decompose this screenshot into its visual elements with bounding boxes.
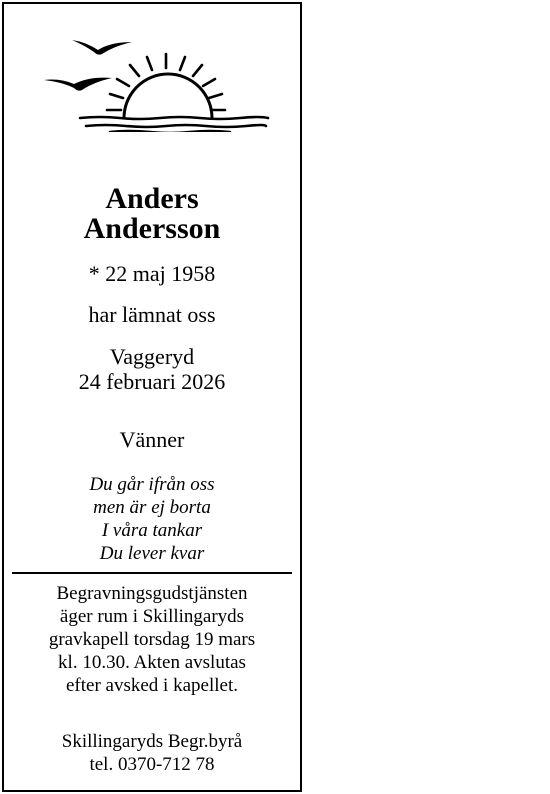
verse-line: Du går ifrån oss — [89, 474, 215, 495]
divider — [12, 572, 292, 574]
place-and-date — [4, 344, 300, 394]
funeral-home-phone: tel. 0370-712 78 — [89, 754, 215, 775]
funeral-home — [4, 730, 300, 776]
verse-line: men är ej borta — [93, 497, 211, 518]
service-line: gravkapell torsdag 19 mars — [48, 629, 256, 650]
date-of-death: 24 februari 2026 — [78, 369, 226, 394]
death-notice — [2, 2, 302, 792]
memorial-verse — [4, 473, 300, 565]
verse-line: Du lever kvar — [99, 543, 205, 564]
service-line: efter avsked i kapellet. — [66, 675, 238, 696]
signed-by: Vänner — [119, 427, 185, 452]
last-name: Andersson — [83, 212, 221, 245]
passing-phrase: har lämnat oss — [88, 302, 216, 327]
first-name: Anders — [105, 182, 199, 215]
funeral-home-name: Skillingaryds Begr.byrå — [61, 731, 243, 752]
place: Vaggeryd — [109, 344, 195, 369]
sunset-with-birds-icon — [40, 32, 270, 132]
birth-date: * 22 maj 1958 — [88, 261, 216, 286]
service-line: Begravningsgudstjänsten — [56, 583, 248, 604]
service-line: äger rum i Skillingaryds — [59, 606, 245, 627]
verse-line: I våra tankar — [101, 520, 203, 541]
service-line: kl. 10.30. Akten avslutas — [58, 652, 246, 673]
deceased-name — [4, 184, 300, 244]
service-info — [4, 582, 300, 697]
